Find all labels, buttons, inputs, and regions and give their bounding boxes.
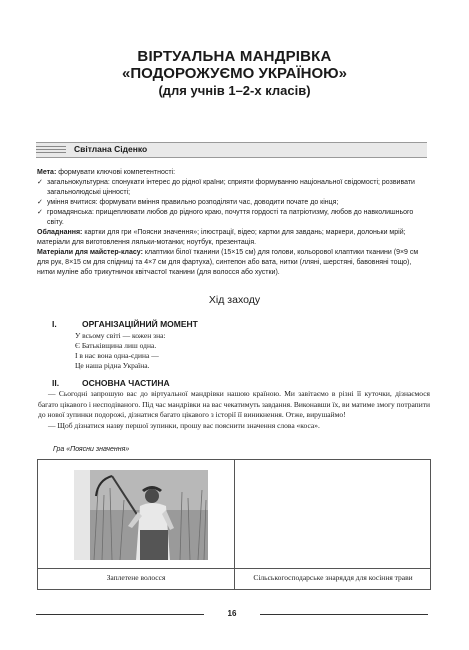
caption-left: Заплетене волосся xyxy=(106,573,166,582)
title-block xyxy=(0,48,469,99)
goal-label: Мета: xyxy=(37,169,57,176)
page-footer xyxy=(36,609,428,621)
author-name: Світлана Сіденко xyxy=(74,144,148,154)
section-title: ОСНОВНА ЧАСТИНА xyxy=(82,378,170,388)
materials-label: Матеріали для майстер-класу: xyxy=(37,249,143,256)
paragraph: — Щоб дізнатися назву першої зупинки, прошу вас пояснити значення слова «коса». xyxy=(48,420,320,430)
bullet-text: громадянська: прищеплювати любов до рідного краю, почуття гордості та патріотизму, любов до навколишнього світу. xyxy=(47,209,414,226)
poem xyxy=(75,331,166,371)
check-icon: ✓ xyxy=(37,209,43,216)
bullet-text: уміння вчитися: формувати вміння правильно розподіляти час, доводити почате до кінця; xyxy=(47,199,339,206)
poem-line: І в нас вона одна-єдина — xyxy=(75,351,159,360)
equipment-label: Обладнання: xyxy=(37,229,83,236)
equipment-text: картки для гри «Поясни значення»; ілюстрації, відео; картки для завдань; маркери, долоньки мрій; матеріали для виготовлення ляльки-мотанки; ноутбук, презентація. xyxy=(37,229,406,246)
decorative-stripes xyxy=(36,146,66,154)
event-title: Хід заходу xyxy=(208,294,261,306)
paragraph: — Сьогодні запрошую вас до віртуальної мандрівки нашою країною. Ми завітаємо в різні її куточки, дізнаємося багато цікавого і несподіваного. Під час мандрівки на вас чекатимуть завдання. Виконавши їх, ви матиме змогу потрапити до нової зупинки подорожі, дізнатися багато цікавого з історії її виникнення. Отже, вирушаймо! xyxy=(38,389,430,419)
author-bar xyxy=(36,142,427,158)
section-heading-2 xyxy=(52,378,170,388)
game-caption: Гра «Поясни значення» xyxy=(53,446,130,453)
caption-right: Сільськогосподарське знаряддя для косіння трави xyxy=(253,573,413,582)
table-divider xyxy=(38,568,430,569)
section-heading-1 xyxy=(52,319,198,329)
section-title: ОРГАНІЗАЦІЙНИЙ МОМЕНТ xyxy=(82,319,198,329)
scythe-man-photo xyxy=(90,470,208,560)
title-line-1: ВІРТУАЛЬНА МАНДРІВКА xyxy=(137,48,332,65)
body-text xyxy=(38,389,430,431)
check-icon: ✓ xyxy=(37,179,43,186)
bullet-item xyxy=(37,178,429,198)
lesson-intro xyxy=(37,168,429,278)
bullet-text: загальнокультурна: спонукати інтерес до рідної країни; сприяти формуванню національної свідомості; розвивати загальнолюдські цінності; xyxy=(47,179,415,196)
page-number: 16 xyxy=(227,609,237,618)
check-icon: ✓ xyxy=(37,199,43,206)
title-line-2: «ПОДОРОЖУЄМО УКРАЇНОЮ» xyxy=(122,65,347,82)
poem-line: У всьому світі — кожен зна: xyxy=(75,331,166,340)
image-table xyxy=(37,459,431,590)
poem-line: Є Батьківщина лиш одна. xyxy=(75,341,157,350)
bullet-item xyxy=(37,198,429,208)
bullet-item xyxy=(37,208,429,228)
poem-line: Це наша рідна Україна. xyxy=(75,361,150,370)
section-number: ІІ. xyxy=(52,378,60,388)
goal-text: формувати ключові компетентності: xyxy=(56,169,176,176)
section-number: І. xyxy=(52,319,57,329)
materials-text: клаптики білої тканини (15×15 см) для голови, кольорової клаптики тканини (9×9 см для рук, 8×15 см для спідниці та 4×7 см для фартуха), синтепон або вата, нитки (лляні, шерстяні, бавовняні тощо), нитки муліне або трикутничок квітчастої тканини (для волосся або хустки). xyxy=(37,249,419,276)
title-line-3: (для учнів 1–2-х класів) xyxy=(158,83,311,98)
footer-rule-right xyxy=(260,614,428,615)
